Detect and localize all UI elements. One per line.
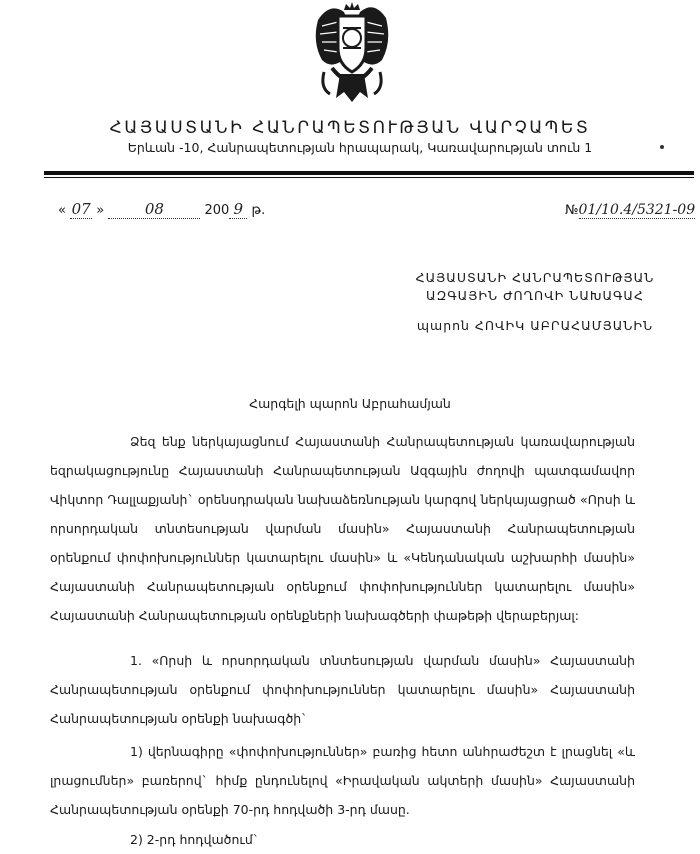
date-year-prefix: 200 bbox=[204, 203, 230, 218]
letter-date bbox=[58, 200, 265, 219]
addressee-line-3: պարոն ՀՈՎԻԿ ԱԲՐԱՀԱՄՅԱՆԻՆ bbox=[416, 318, 654, 333]
paragraph-intro: Ձեզ ենք ներկայացնում Հայաստանի Հանրապետության կառավարության եզրակացությունը Հայաստանի Հանրապետության Ազգային ժողովի պատգամավոր Վիկտոր Դալլաքյանի` օրենսդրական նախաձեռնության կարգով ներկայացրած «Որսի և որսորդական տնտեսության վարման մասին» Հայաստանի Հանրապետության օրենքում փոփոխություններ կատարելու մասին» և «Կենդանական աշխարհի մասին» Հայաստանի Հանրապետության օրենքում փոփոխություններ կատարելու մասին» Հայաստանի Հանրապետության օրենքների նախագծերի փաթեթի վերաբերյալ: bbox=[50, 434, 635, 623]
date-year-digit: 9 bbox=[229, 200, 247, 219]
header-rule-thick bbox=[44, 171, 694, 175]
paragraph-subitem-2: 2) 2-րդ հոդվածում` bbox=[130, 832, 259, 847]
office-title: ՀԱՅԱՍՏԱՆԻ ՀԱՆՐԱՊԵՏՈՒԹՅԱՆ ՎԱՐՉԱՊԵՏ bbox=[109, 118, 591, 138]
date-month: 08 bbox=[108, 200, 200, 219]
ref-number: 01/10.4/5321-09 bbox=[578, 202, 696, 218]
letter-body-item-1-1 bbox=[50, 737, 635, 824]
office-address: Երևան -10, Հանրապետության հրապարակ, Կառավարության տուն 1 bbox=[127, 140, 593, 155]
addressee-line-1: ՀԱՅԱՍՏԱՆԻ ՀԱՆՐԱՊԵՏՈՒԹՅԱՆ bbox=[415, 270, 655, 285]
date-open-quote: « bbox=[58, 203, 66, 218]
header-rule-thin bbox=[44, 177, 694, 178]
date-suffix: թ. bbox=[251, 203, 266, 218]
letter-body-item-1-2 bbox=[50, 825, 635, 854]
coat-of-arms-emblem bbox=[310, 2, 394, 104]
reference-number bbox=[565, 202, 695, 218]
letter-body-item-1 bbox=[50, 646, 635, 733]
letter-body bbox=[50, 427, 635, 630]
date-close-quote: » bbox=[96, 203, 105, 218]
paragraph-item-1: 1. «Որսի և որսորդական տնտեսության վարման մասին» Հայաստանի Հանրապետության օրենքում փոփոխություններ կատարելու մասին» Հայաստանի Հանրապետության օրենքի նախագծի` bbox=[50, 653, 635, 726]
ref-prefix: № bbox=[565, 203, 579, 218]
salutation: Հարգելի պարոն Աբրահամյան bbox=[249, 396, 451, 411]
addressee-line-2: ԱԶԳԱՅԻՆ ԺՈՂՈՎԻ ՆԱԽԱԳԱՀ bbox=[426, 288, 644, 303]
margin-dot bbox=[660, 145, 664, 149]
paragraph-subitem-1: 1) վերնագիրը «փոփոխություններ» բառից հետո անհրաժեշտ է լրացնել «և լրացումներ» բառերով` հիմք ընդունելով «Իրավական ակտերի մասին» Հայաստանի Հանրապետության օրենքի 70-րդ հոդվածի 3-րդ մասը. bbox=[50, 744, 635, 817]
date-day: 07 bbox=[71, 200, 91, 218]
